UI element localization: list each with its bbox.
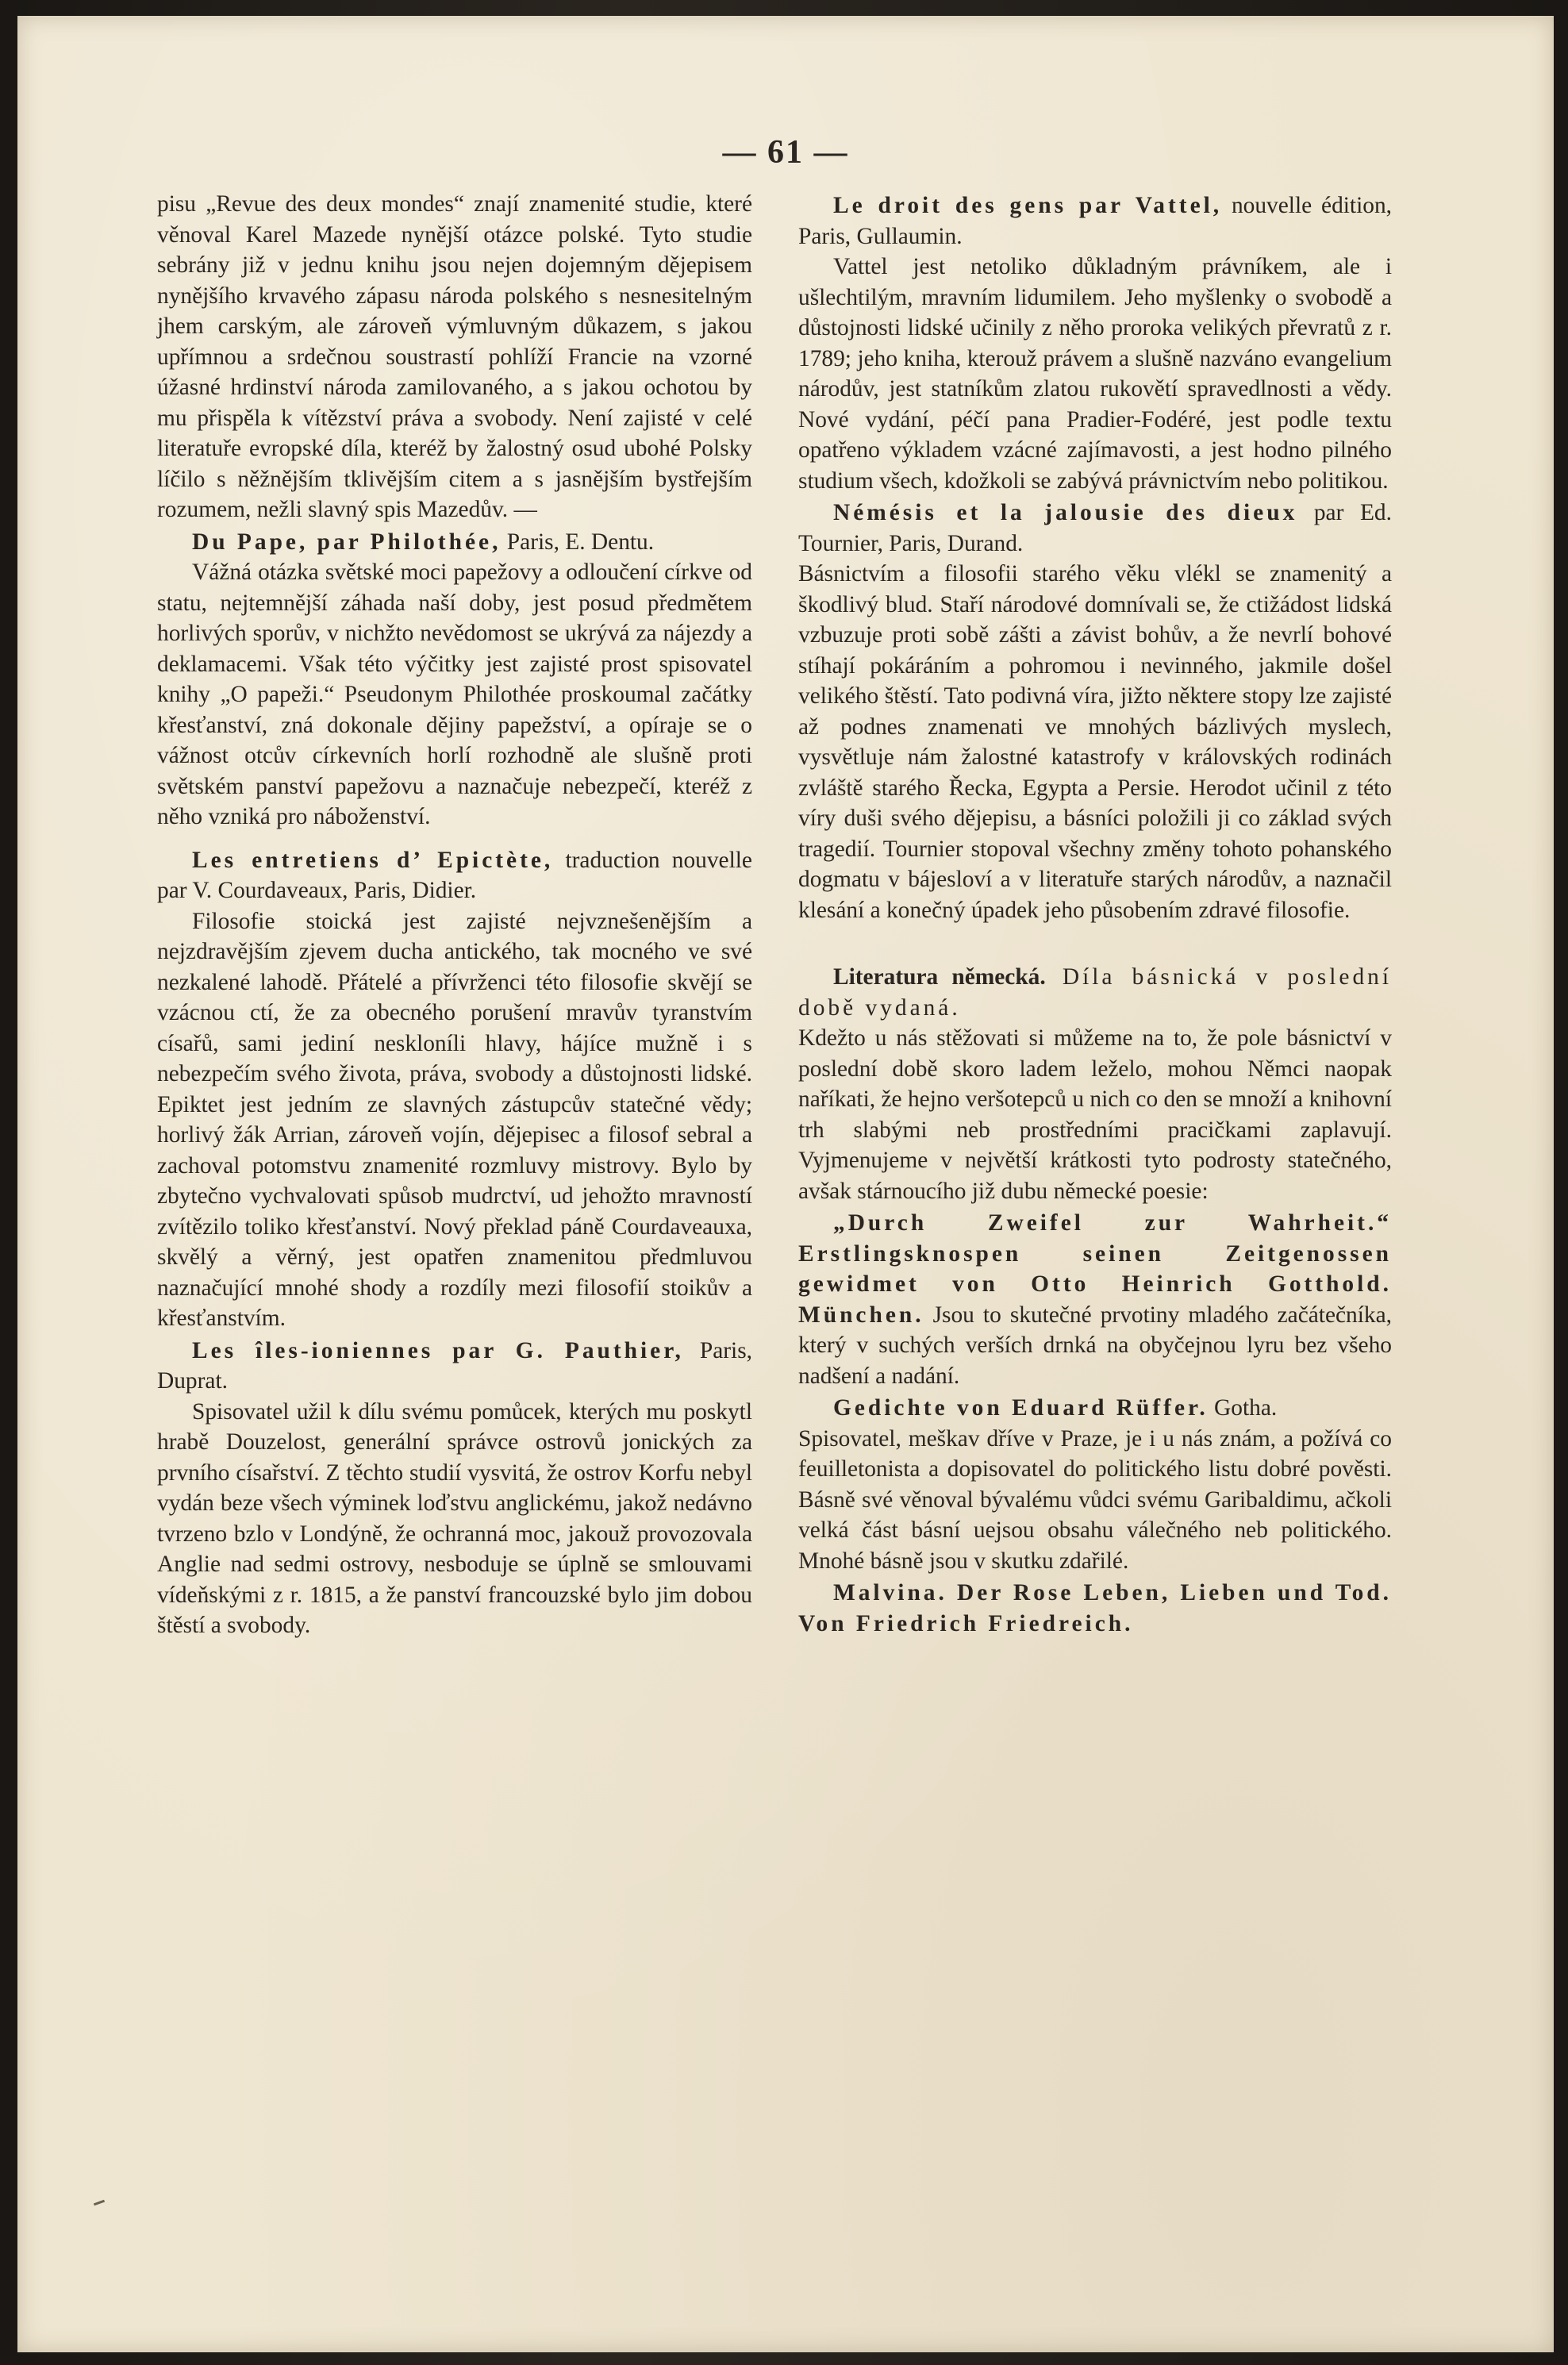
entry-title: Némésis et la jalousie des dieux bbox=[833, 500, 1298, 525]
entry-publisher: Paris, Duprat. bbox=[157, 1337, 752, 1394]
section-heading: Literatura německá. bbox=[833, 964, 1046, 990]
paragraph-german-intro: Kdežto u nás stěžovati si můžeme na to, že pole básnictví v poslední době skoro ladem leželo, mohou Němci naopak naříkati, že hejno veršotepců u nich co den se množí a knihovní trh slabými neb prostředními pracičkami zaplavují. Vyjmenujeme v největší krátkosti tyto podrosty statečného, avšak stárnoucího již dubu německé poesie: bbox=[798, 1025, 1392, 1204]
entry-nemesis bbox=[798, 498, 1392, 559]
entry-title: Malvina. Der Rose Leben, Lieben und Tod. Von Friedrich Friedreich. bbox=[798, 1580, 1392, 1636]
entry-publisher: Paris, E. Dentu. bbox=[501, 529, 655, 555]
paragraph-epictete: Filosofie stoická jest zajisté nejvznešenějším a nejzdravějším zjevem ducha antického, tak mocného ve své nezkalené lahodě. Přátelé a přívrženci této filosofie skvějí se vzácnou ctí, že za obecného porušení mravův tyranstvím císařů, sami jediní neskloníli hlavy, hájíce mužně i s nebezpečím svého života, práva, svobody a důstojnosti lidské. Epiktet jest jedním ze slavných zástupcův statečné vědy; horlivý žák Arrian, zároveň vojín, dějepisec a filosof sebral a zachoval potomstvu znamenité rozmluvy mistrovy. Bylo by zbytečno vychvalovati spůsob mudrctví, ud jehožto mravností zvítězilo toliko křesťanství. Nový překlad páně Courdaveauxa, skvělý a věrný, jest opatřen znamenitou předmluvou naznačující mnohé shody a rozdíly mezi filosofií stoikův a křesťanstvím. bbox=[157, 908, 752, 1331]
paragraph-mazede-study: pisu „Revue des deux mondes“ znají znamenité studie, které věnoval Karel Mazede nynější otázce polské. Tyto studie sebrány již v jednu knihu jsou nejen dojemným dějepisem nynějšího krvavého zápasu národa polského s nesnesitelným jhem carským, ale zároveň výmluvným důkazem, s jakou upřímnou a srdečnou soustrastí pohlíží Francie na vzorné úžasné hrdinství národa zamilovaného, a s jakou ochotou by mu přispěla k vítězství práva a svobody. Není zajisté v celé literatuře evropské díla, kteréž by žalostný osud ubohé Polsky líčilo s něžnějším tklivějším citem a s jasnějším bystřejším rozumem, nežli slavný spis Mazedův. — bbox=[157, 191, 752, 522]
paragraph-iles-ioniennes: Spisovatel užil k dílu svému pomůcek, kterých mu poskytl hrabě Douzelost, generální správce ostrovů jonických za prvního císařství. Z těchto studií vysvitá, že ostrov Korfu nebyl vydán beze všech výminek loďstvu anglickému, jakož nedávno tvrzeno bzlo v Londýně, že ochranná moc, jakouž provozovala Anglie nad sedmi ostrovy, nesbodujе se úplně se smlouvami vídeňskými z r. 1815, a že panství francouzské bylo jim dobou štěstí a svobody. bbox=[157, 1398, 752, 1638]
entry-ruffer bbox=[798, 1393, 1392, 1424]
entry-publisher: nouvelle édition, Paris, Gullaumin. bbox=[798, 193, 1392, 249]
entry-title: Le droit des gens par Vattel, bbox=[833, 193, 1223, 218]
entry-publisher: Gotha. bbox=[1208, 1395, 1278, 1421]
entry-title: „Durch Zweifel zur Wahrheit.“ Erstlingsknospen seinen Zeitgenossen gewidmet von Otto Heinrich Gotthold. München. bbox=[798, 1210, 1392, 1328]
section-subheading: Díla básnická v poslední době vydaná. bbox=[798, 964, 1393, 1021]
entry-durch-zweifel bbox=[798, 1208, 1392, 1391]
entry-du-pape bbox=[157, 527, 752, 558]
paragraph-vattel: Vattel jest netoliko důkladným právníkem, ale i ušlechtilým, mravním lidumilem. Jeho myšlenky o svobodě a důstojnosti lidské učinily z něho proroka velikých převratů z r. 1789; jeho kniha, kterouž právem a slušně nazváno evangelium národův, jest statníkům zlatou rukovětí spravedlnosti a vědy. Nové vydání, péčí pana Pradier-Fodéré, jest podle textu opatřeno výkladem vzácné zajímavosti, a jest hodno pilného studium všech, kdožkoli se zabývá právnictvím nebo politikou. bbox=[798, 254, 1392, 494]
entry-publisher: par Ed. Tournier, Paris, Durand. bbox=[798, 500, 1392, 556]
entry-epictete bbox=[157, 845, 752, 906]
entry-malvina bbox=[798, 1578, 1392, 1639]
right-column bbox=[798, 189, 1392, 1639]
entry-text: Jsou to skutečné prvotiny mladého začátečníka, který v suchých verších drnká na obyčejnou lyru bez všeho nadšení a nadání. bbox=[798, 1302, 1392, 1389]
page-number: — 61 — bbox=[722, 134, 849, 171]
section-german-literature bbox=[798, 962, 1392, 1023]
paragraph-nemesis: Básnictvím a filosofii starého věku vlékl se znamenitý a škodlivý blud. Staří národové domnívali se, že ctižádost lidská vzbuzuje proti sobě zášti a závist bohův, a že nevrlí bohové stíhají pokáráním a pohromou i nevinného, jakmile došel velikého štěstí. Tato podivná víra, jižto některe stopy lze zajisté až podnes znamenati ve mnohých bázlivých myslech, vysvětluje nám žalostné katastrofy v královských rodinách zvláště starého Řecka, Egypta a Persie. Herodot učinil z této víry duši svého dějepisu, a básníci položili ji co základ svých tragedií. Tournier stopoval všechny změny tohoto pohanského dogmatu v bájesloví a v literatuře starých národův, a naznačil klesání a konečný úpadek jeho působením zdravé filosofie. bbox=[798, 561, 1392, 923]
entry-title: Gedichte von Eduard Rüffer. bbox=[833, 1395, 1209, 1421]
entry-title: Les îles-ioniennes par G. Pauthier, bbox=[192, 1337, 684, 1363]
entry-title: Du Pape, par Philothée, bbox=[192, 529, 502, 555]
entry-title: Les entretiens d’ Epictète, bbox=[192, 847, 554, 873]
entry-iles-ioniennes bbox=[157, 1336, 752, 1397]
entry-publisher: traduction nouvelle par V. Courdaveaux, Paris, Didier. bbox=[157, 847, 752, 903]
left-column bbox=[157, 189, 752, 1641]
paragraph-ruffer: Spisovatel, meškav dříve v Praze, je i u nás znám, a požívá co feuilletonista a dopisovatel do politického listu dobré pověsti. Básně své věnoval bývalému vůdci svému Garibaldimu, ačkoli velká část básní uejsou obsahu válečného neb politického. Mnohé básně jsou v skutku zdařilé. bbox=[798, 1425, 1392, 1574]
paragraph-du-pape: Vážná otázka světské moci papežovy a odloučení církve od statu, nejtemnější záhada naší doby, jest posud předmětem horlivých sporův, v nichžto nevědomost se ukrývá za nájezdy a deklamacemi. Však této výčitky jest zajisté prost spisovatel knihy „O papeži.“ Pseudonym Philothée proskoumal začátky křesťanství, zná dokonale dějiny papežství, a opíraje se o vážnost otcův církevních horlí rozhodně ale slušně proti světském panství papežovu a naznačuje nebezpečí, kteréž z něho vzniká pro náboženství. bbox=[157, 560, 752, 829]
entry-vattel bbox=[798, 190, 1392, 252]
